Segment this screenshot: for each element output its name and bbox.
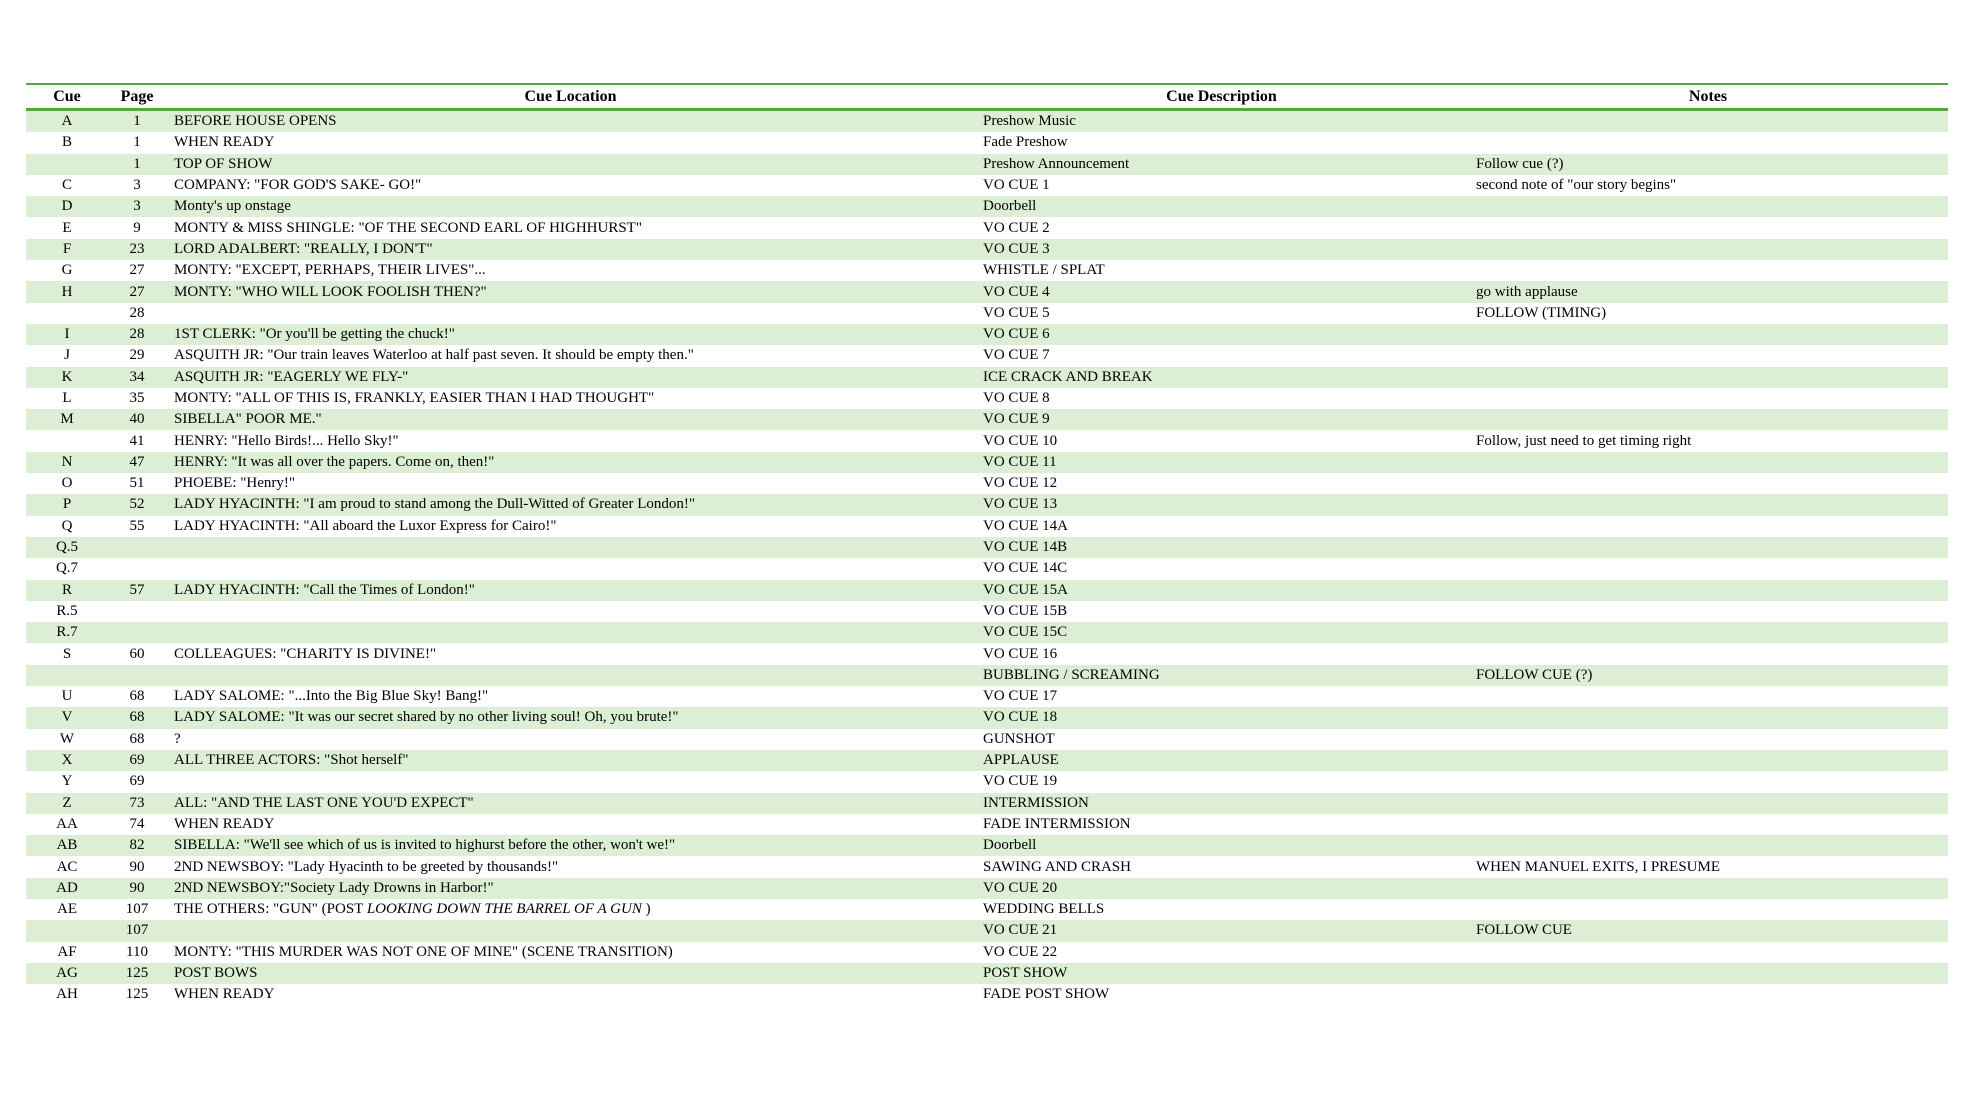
location-cell: 2ND NEWSBOY:"Society Lady Drowns in Harbor!" — [174, 880, 494, 896]
description-cell: Doorbell — [983, 199, 1037, 215]
cue-cell: R — [61, 582, 72, 598]
column-header-cue: Cue — [53, 88, 81, 105]
page-cell: 41 — [129, 433, 145, 449]
page-cell: 27 — [129, 284, 145, 300]
cue-cell: Q.5 — [55, 540, 79, 556]
table-row — [26, 175, 1948, 196]
table-row — [26, 729, 1948, 750]
table-row — [26, 899, 1948, 920]
page-cell: 69 — [129, 774, 145, 790]
page-cell: 90 — [129, 859, 145, 875]
location-cell: THE OTHERS: "GUN" (POST LOOKING DOWN THE BARREL OF A GUN ) — [174, 902, 651, 918]
column-header-cue-location: Cue Location — [524, 88, 617, 105]
description-cell: FADE INTERMISSION — [983, 816, 1131, 832]
page-cell: 27 — [129, 263, 145, 279]
table-row — [26, 324, 1948, 345]
cue-cell: N — [61, 454, 73, 470]
page-cell: 57 — [129, 582, 145, 598]
cue-cell: E — [62, 220, 72, 236]
location-cell: HENRY: "It was all over the papers. Come on, then!" — [174, 454, 495, 470]
location-cell: LADY HYACINTH: "Call the Times of London!" — [174, 582, 475, 598]
location-cell: WHEN READY — [174, 987, 275, 1003]
table-row — [26, 793, 1948, 814]
page-cell: 3 — [133, 199, 141, 215]
location-cell: ASQUITH JR: "EAGERLY WE FLY-" — [174, 369, 409, 385]
page-cell: 1 — [133, 135, 141, 151]
location-cell: SIBELLA" POOR ME." — [174, 412, 322, 428]
description-cell: Fade Preshow — [983, 135, 1068, 151]
page-cell: 47 — [129, 454, 145, 470]
cue-cell: W — [59, 731, 75, 747]
description-cell: VO CUE 8 — [983, 391, 1050, 406]
page-cell: 28 — [129, 305, 145, 321]
description-cell: VO CUE 14B — [983, 540, 1068, 556]
column-header-cue-description: Cue Description — [1166, 88, 1277, 105]
table-row — [26, 750, 1948, 771]
location-cell: MONTY: "WHO WILL LOOK FOOLISH THEN?" — [174, 284, 487, 300]
table-row — [26, 111, 1948, 132]
description-cell: VO CUE 15B — [983, 603, 1068, 619]
table-row — [26, 260, 1948, 281]
cue-cell: X — [61, 753, 73, 769]
table-row — [26, 473, 1948, 494]
table-row — [26, 430, 1948, 451]
cue-cell: U — [61, 689, 73, 705]
location-cell: LORD ADALBERT: "REALLY, I DON'T" — [174, 241, 433, 257]
table-row — [26, 920, 1948, 941]
table-row — [26, 281, 1948, 302]
page-cell: 35 — [129, 391, 145, 406]
page-cell: 68 — [129, 710, 145, 726]
column-header-notes: Notes — [1688, 88, 1728, 105]
description-cell: ICE CRACK AND BREAK — [983, 369, 1153, 385]
table-row — [26, 345, 1948, 366]
location-cell: MONTY & MISS SHINGLE: "OF THE SECOND EARL OF HIGHHURST" — [174, 220, 642, 236]
description-cell: VO CUE 3 — [983, 241, 1050, 257]
cue-cell: AE — [57, 902, 77, 918]
page-cell: 68 — [129, 689, 145, 705]
description-cell: POST SHOW — [983, 966, 1068, 982]
description-cell: VO CUE 2 — [983, 220, 1050, 236]
cue-cell: AD — [56, 880, 78, 896]
description-cell: VO CUE 21 — [983, 923, 1058, 939]
table-row — [26, 239, 1948, 260]
page-cell: 74 — [129, 816, 145, 832]
location-cell: LADY HYACINTH: "All aboard the Luxor Express for Cairo!" — [174, 518, 557, 534]
cue-cell: AB — [56, 838, 78, 854]
description-cell: BUBBLING / SCREAMING — [983, 667, 1160, 683]
table-row — [26, 622, 1948, 643]
description-cell: Preshow Music — [983, 114, 1076, 130]
description-cell: VO CUE 22 — [983, 944, 1058, 960]
description-cell: VO CUE 7 — [983, 348, 1050, 364]
cue-cell: M — [60, 412, 74, 428]
page-cell: 68 — [129, 731, 145, 747]
description-cell: VO CUE 1 — [983, 178, 1050, 194]
table-row — [26, 132, 1948, 153]
table-row — [26, 558, 1948, 579]
page-cell: 1 — [133, 156, 141, 172]
cue-cell: J — [64, 348, 70, 364]
cue-cell: K — [61, 369, 73, 385]
location-cell: 2ND NEWSBOY: "Lady Hyacinth to be greeted by thousands!" — [174, 859, 559, 875]
page-cell: 55 — [129, 518, 145, 534]
table-row — [26, 942, 1948, 963]
description-cell: VO CUE 15A — [983, 582, 1068, 598]
table-row — [26, 601, 1948, 622]
page-cell: 69 — [129, 753, 145, 769]
cue-cell: I — [64, 327, 70, 343]
page-cell: 1 — [133, 114, 141, 130]
location-cell: BEFORE HOUSE OPENS — [174, 114, 337, 130]
table-row — [26, 580, 1948, 601]
description-cell: VO CUE 13 — [983, 497, 1058, 513]
cue-cell: AH — [56, 987, 78, 1003]
notes-cell: Follow cue (?) — [1476, 156, 1564, 172]
page-cell: 23 — [129, 241, 145, 257]
location-cell: MONTY: "THIS MURDER WAS NOT ONE OF MINE" (SCENE TRANSITION) — [174, 944, 673, 960]
description-cell: APPLAUSE — [983, 753, 1059, 769]
location-cell: LADY SALOME: "It was our secret shared by no other living soul! Oh, you brute!" — [174, 710, 679, 726]
cue-cell: P — [62, 497, 72, 513]
location-cell: ? — [174, 731, 181, 747]
notes-cell: go with applause — [1476, 284, 1578, 300]
table-row — [26, 409, 1948, 430]
table-row — [26, 771, 1948, 792]
page-cell: 9 — [133, 220, 141, 236]
cue-cell: Q — [61, 518, 73, 534]
description-cell: VO CUE 10 — [983, 433, 1058, 449]
notes-cell: FOLLOW CUE (?) — [1476, 667, 1593, 683]
table-row — [26, 707, 1948, 728]
location-cell: TOP OF SHOW — [174, 156, 273, 172]
page-cell: 90 — [129, 880, 145, 896]
table-row — [26, 665, 1948, 686]
table-row — [26, 814, 1948, 835]
table-row — [26, 984, 1948, 1005]
cue-cell: Z — [62, 795, 72, 811]
location-cell: PHOEBE: "Henry!" — [174, 476, 295, 492]
location-cell: WHEN READY — [174, 135, 275, 151]
table-row — [26, 856, 1948, 877]
table-row — [26, 196, 1948, 217]
notes-cell: second note of "our story begins" — [1476, 178, 1677, 194]
table-row — [26, 963, 1948, 984]
table-body — [26, 111, 1948, 1005]
table-row — [26, 217, 1948, 238]
description-cell: Doorbell — [983, 838, 1037, 854]
location-cell: LADY HYACINTH: "I am proud to stand among the Dull-Witted of Greater London!" — [174, 497, 695, 513]
table-row — [26, 452, 1948, 473]
cue-sheet-table — [26, 83, 1948, 1005]
page-cell: 60 — [129, 646, 145, 662]
cue-cell: AF — [57, 944, 77, 960]
page-cell: 107 — [125, 923, 149, 939]
cue-cell: O — [61, 476, 73, 492]
cue-cell: H — [61, 284, 73, 300]
location-cell: ASQUITH JR: "Our train leaves Waterloo at half past seven. It should be empty then." — [174, 348, 694, 364]
cue-cell: Q.7 — [55, 561, 79, 577]
page-cell: 125 — [125, 987, 149, 1003]
description-cell: VO CUE 16 — [983, 646, 1058, 662]
page-cell: 125 — [125, 966, 149, 982]
cue-cell: AC — [56, 859, 78, 875]
description-cell: INTERMISSION — [983, 795, 1089, 811]
table-row — [26, 835, 1948, 856]
cue-cell: L — [62, 391, 72, 406]
description-cell: GUNSHOT — [983, 731, 1055, 747]
location-cell: ALL THREE ACTORS: "Shot herself" — [174, 753, 409, 769]
page-cell: 34 — [129, 369, 145, 385]
description-cell: VO CUE 12 — [983, 476, 1058, 492]
cue-cell: A — [61, 114, 73, 130]
page-cell: 107 — [125, 902, 149, 918]
table-row — [26, 303, 1948, 324]
cue-cell: F — [62, 241, 72, 257]
location-cell: HENRY: "Hello Birds!... Hello Sky!" — [174, 433, 399, 449]
description-cell: VO CUE 15C — [983, 625, 1068, 641]
table-row — [26, 388, 1948, 409]
page-cell: 3 — [133, 178, 141, 194]
location-cell: COLLEAGUES: "CHARITY IS DIVINE!" — [174, 646, 437, 662]
location-cell: POST BOWS — [174, 966, 258, 982]
table-row — [26, 878, 1948, 899]
location-cell: MONTY: "EXCEPT, PERHAPS, THEIR LIVES"... — [174, 263, 486, 279]
location-cell: 1ST CLERK: "Or you'll be getting the chuck!" — [174, 327, 455, 343]
page-cell: 73 — [129, 795, 145, 811]
location-cell: COMPANY: "FOR GOD'S SAKE- GO!" — [174, 178, 422, 194]
table-row — [26, 154, 1948, 175]
page-cell: 82 — [129, 838, 145, 854]
cue-cell: R.5 — [56, 603, 78, 619]
location-cell: WHEN READY — [174, 816, 275, 832]
location-italic-title: LOOKING DOWN THE BARREL OF A GUN — [366, 902, 642, 918]
description-cell: VO CUE 19 — [983, 774, 1058, 790]
location-cell: LADY SALOME: "...Into the Big Blue Sky! Bang!" — [174, 689, 489, 705]
description-cell: VO CUE 17 — [983, 689, 1058, 705]
header-row — [26, 83, 1948, 111]
page-cell: 28 — [129, 327, 145, 343]
table-row — [26, 494, 1948, 515]
location-cell: MONTY: "ALL OF THIS IS, FRANKLY, EASIER THAN I HAD THOUGHT" — [174, 391, 655, 406]
description-cell: VO CUE 14C — [983, 561, 1068, 577]
description-cell: WHISTLE / SPLAT — [983, 263, 1105, 279]
cue-cell: D — [61, 199, 73, 215]
cue-cell: C — [61, 178, 72, 194]
location-cell: SIBELLA: "We'll see which of us is invited to highurst before the other, won't we!" — [174, 838, 676, 854]
cue-cell: S — [62, 646, 72, 662]
column-header-page: Page — [120, 88, 154, 105]
description-cell: VO CUE 18 — [983, 710, 1058, 726]
location-cell: Monty's up onstage — [174, 199, 291, 215]
description-cell: VO CUE 14A — [983, 518, 1068, 534]
description-cell: Preshow Announcement — [983, 156, 1130, 172]
cue-cell: Y — [61, 774, 73, 790]
page-cell: 52 — [129, 497, 145, 513]
location-cell: ALL: "AND THE LAST ONE YOU'D EXPECT" — [174, 795, 474, 811]
description-cell: VO CUE 5 — [983, 305, 1050, 321]
page-cell: 110 — [126, 944, 148, 960]
cue-cell: B — [61, 135, 72, 151]
cue-cell: V — [61, 710, 73, 726]
page-cell: 40 — [129, 412, 145, 428]
table-row — [26, 516, 1948, 537]
page-cell: 29 — [129, 348, 145, 364]
description-cell: SAWING AND CRASH — [983, 859, 1131, 875]
page-cell: 51 — [129, 476, 145, 492]
cue-cell: AG — [56, 966, 78, 982]
table-row — [26, 367, 1948, 388]
notes-cell: FOLLOW CUE — [1476, 923, 1572, 939]
description-cell: VO CUE 20 — [983, 880, 1058, 896]
table-row — [26, 686, 1948, 707]
table-row — [26, 643, 1948, 664]
cue-cell: G — [61, 263, 73, 279]
description-cell: FADE POST SHOW — [983, 987, 1110, 1003]
description-cell: VO CUE 11 — [983, 454, 1057, 470]
description-cell: WEDDING BELLS — [983, 902, 1105, 918]
description-cell: VO CUE 4 — [983, 284, 1050, 300]
notes-cell: Follow, just need to get timing right — [1476, 433, 1692, 449]
notes-cell: WHEN MANUEL EXITS, I PRESUME — [1476, 859, 1721, 875]
description-cell: VO CUE 6 — [983, 327, 1050, 343]
description-cell: VO CUE 9 — [983, 412, 1050, 428]
notes-cell: FOLLOW (TIMING) — [1476, 305, 1607, 321]
table-row — [26, 537, 1948, 558]
cue-cell: R.7 — [56, 625, 78, 641]
cue-cell: AA — [56, 816, 78, 832]
